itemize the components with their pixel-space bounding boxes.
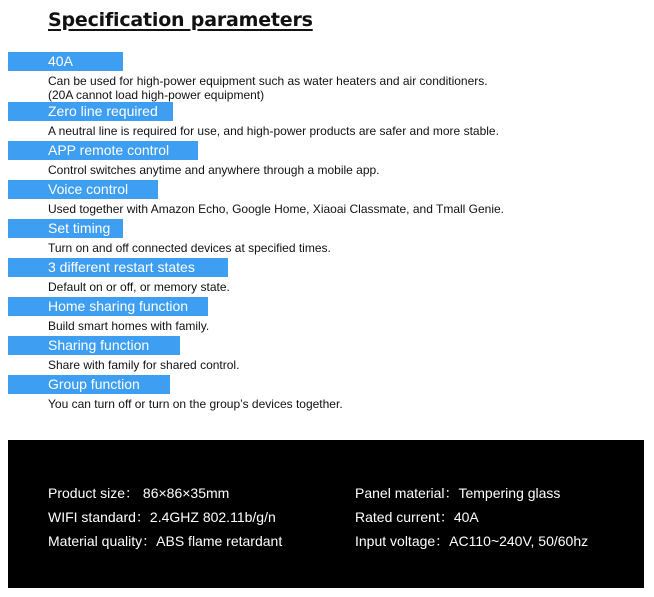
feature-description: Default on or off, or memory state. <box>48 280 230 294</box>
feature-label-restart-states: 3 different restart states <box>8 258 228 277</box>
specs-column-right <box>355 481 588 553</box>
feature-item <box>0 375 654 414</box>
feature-label-home-sharing: Home sharing function <box>8 297 208 316</box>
feature-label-40a: 40A <box>8 52 123 71</box>
feature-label-sharing: Sharing function <box>8 336 180 355</box>
feature-list <box>0 52 654 414</box>
feature-item <box>0 258 654 297</box>
feature-item <box>0 219 654 258</box>
feature-description: Share with family for shared control. <box>48 358 240 372</box>
feature-description: You can turn off or turn on the group’s devices together. <box>48 397 343 411</box>
feature-description: A neutral line is required for use, and high-power products are safer and more stable. <box>48 124 499 138</box>
spec-rated-current: Rated current：40A <box>355 509 479 525</box>
feature-description: Can be used for high-power equipment such as water heaters and air conditioners. (20A cannot load high-power equipment) <box>48 74 488 102</box>
feature-label-app-remote: APP remote control <box>8 141 198 160</box>
feature-item <box>0 141 654 180</box>
feature-item <box>0 336 654 375</box>
spec-material-quality: Material quality：ABS flame retardant <box>48 533 283 549</box>
feature-description: Control switches anytime and anywhere through a mobile app. <box>48 163 380 177</box>
spec-input-voltage: Input voltage：AC110~240V, 50/60hz <box>355 533 589 549</box>
feature-item <box>0 297 654 336</box>
spec-wifi-standard: WIFI standard：2.4GHZ 802.11b/g/n <box>48 509 276 525</box>
specs-column-left <box>48 481 282 553</box>
feature-description: Turn on and off connected devices at specified times. <box>48 241 331 255</box>
feature-item <box>0 102 654 141</box>
feature-label-voice-control: Voice control <box>8 180 158 199</box>
feature-label-group: Group function <box>8 375 170 394</box>
spec-panel-material: Panel material：Tempering glass <box>355 485 561 501</box>
feature-description: Build smart homes with family. <box>48 319 210 333</box>
feature-description: Used together with Amazon Echo, Google Home, Xiaoai Classmate, and Tmall Genie. <box>48 202 505 216</box>
spec-product-size: Product size： 86×86×35mm <box>48 485 230 501</box>
feature-label-set-timing: Set timing <box>8 219 123 238</box>
page-title: Specification parameters <box>48 9 313 31</box>
specs-panel <box>8 440 644 588</box>
feature-item <box>0 180 654 219</box>
feature-item <box>0 52 654 102</box>
feature-label-zero-line: Zero line required <box>8 102 173 121</box>
